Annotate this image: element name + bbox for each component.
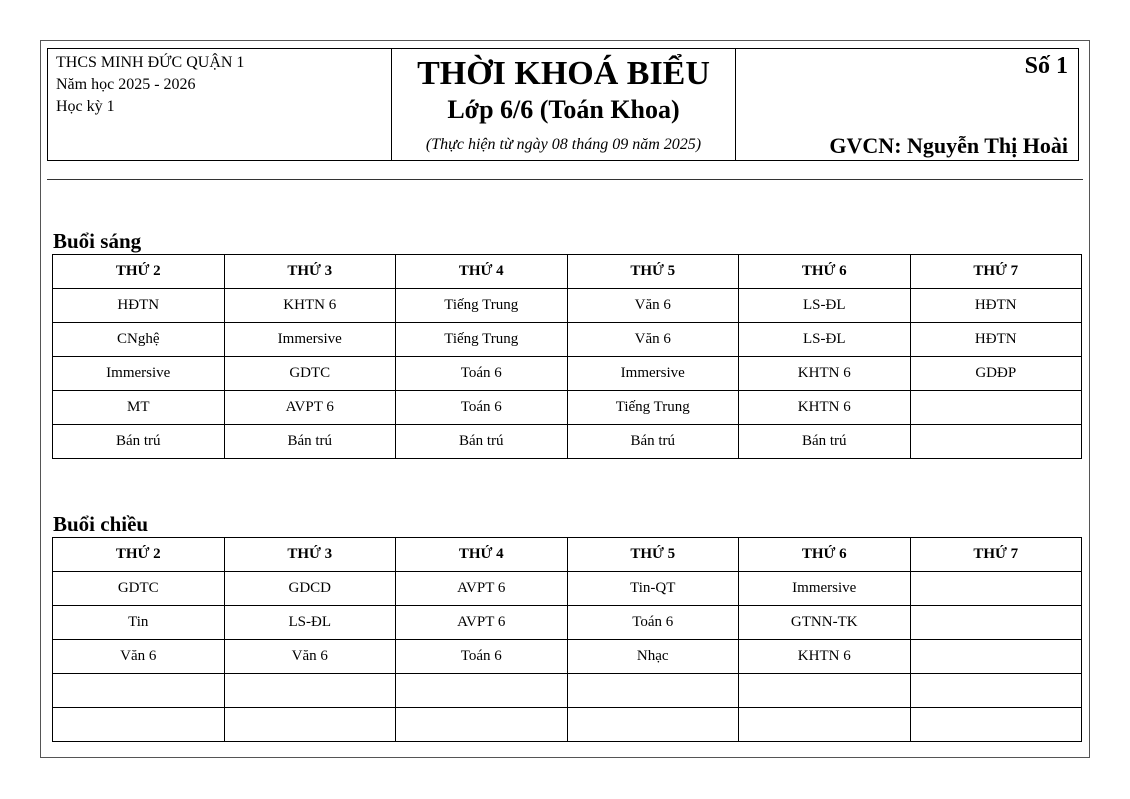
subject-cell: Toán 6: [396, 640, 568, 674]
subject-cell: Bán trú: [53, 425, 225, 459]
day-header: THỨ 6: [739, 255, 911, 289]
day-header: THỨ 5: [567, 255, 739, 289]
table-row: [53, 323, 1082, 357]
subject-cell: GDTC: [224, 357, 396, 391]
morning-timetable: [52, 254, 1082, 459]
subject-cell: KHTN 6: [224, 289, 396, 323]
header-row: [53, 538, 1082, 572]
day-header: THỨ 4: [396, 538, 568, 572]
subject-cell: Tin: [53, 606, 225, 640]
morning-section-title: Buổi sáng: [53, 229, 142, 253]
subject-cell: [224, 708, 396, 742]
header-row: [53, 255, 1082, 289]
subject-cell: [910, 572, 1082, 606]
school-name: THCS MINH ĐỨC QUẬN 1: [56, 54, 245, 71]
subject-cell: Tin-QT: [567, 572, 739, 606]
subject-cell: Văn 6: [53, 640, 225, 674]
subject-cell: Văn 6: [567, 289, 739, 323]
subject-cell: Văn 6: [567, 323, 739, 357]
day-header: THỨ 2: [53, 255, 225, 289]
subject-cell: Bán trú: [739, 425, 911, 459]
subject-cell: LS-ĐL: [224, 606, 396, 640]
subject-cell: [53, 708, 225, 742]
subject-cell: GDCD: [224, 572, 396, 606]
subject-cell: MT: [53, 391, 225, 425]
subject-cell: [910, 606, 1082, 640]
timetable-header: [47, 48, 1079, 161]
subject-cell: Văn 6: [224, 640, 396, 674]
subject-cell: Bán trú: [224, 425, 396, 459]
subject-cell: [53, 674, 225, 708]
subject-cell: LS-ĐL: [739, 289, 911, 323]
homeroom-teacher: GVCN: Nguyễn Thị Hoài: [829, 133, 1068, 158]
subject-cell: Immersive: [739, 572, 911, 606]
afternoon-timetable: [52, 537, 1082, 742]
subject-cell: [739, 708, 911, 742]
subject-cell: Bán trú: [567, 425, 739, 459]
subject-cell: GDĐP: [910, 357, 1082, 391]
semester: Học kỳ 1: [56, 98, 115, 115]
day-header: THỨ 3: [224, 255, 396, 289]
table-row: [53, 289, 1082, 323]
subject-cell: Toán 6: [396, 357, 568, 391]
subject-cell: [910, 708, 1082, 742]
subject-cell: [739, 674, 911, 708]
subject-cell: [910, 674, 1082, 708]
day-header: THỨ 2: [53, 538, 225, 572]
subject-cell: [567, 674, 739, 708]
document-number: Số 1: [1024, 53, 1068, 79]
subject-cell: Immersive: [53, 357, 225, 391]
subject-cell: [224, 674, 396, 708]
subject-cell: AVPT 6: [224, 391, 396, 425]
day-header: THỨ 7: [910, 255, 1082, 289]
subject-cell: Toán 6: [567, 606, 739, 640]
subject-cell: Nhạc: [567, 640, 739, 674]
subject-cell: Toán 6: [396, 391, 568, 425]
subject-cell: [396, 708, 568, 742]
meta-block: [736, 49, 1078, 160]
subject-cell: HĐTN: [910, 323, 1082, 357]
table-row: [53, 606, 1082, 640]
table-row: [53, 572, 1082, 606]
day-header: THỨ 3: [224, 538, 396, 572]
day-header: THỨ 7: [910, 538, 1082, 572]
subject-cell: GTNN-TK: [739, 606, 911, 640]
subject-cell: Tiếng Trung: [396, 323, 568, 357]
subject-cell: Tiếng Trung: [567, 391, 739, 425]
subject-cell: CNghệ: [53, 323, 225, 357]
subject-cell: GDTC: [53, 572, 225, 606]
school-year: Năm học 2025 - 2026: [56, 76, 196, 93]
subject-cell: HĐTN: [53, 289, 225, 323]
subject-cell: Immersive: [224, 323, 396, 357]
day-header: THỨ 6: [739, 538, 911, 572]
subject-cell: KHTN 6: [739, 391, 911, 425]
subject-cell: Bán trú: [396, 425, 568, 459]
subject-cell: [910, 391, 1082, 425]
subject-cell: KHTN 6: [739, 357, 911, 391]
table-row: [53, 708, 1082, 742]
day-header: THỨ 5: [567, 538, 739, 572]
title-block: [392, 49, 736, 160]
subject-cell: AVPT 6: [396, 606, 568, 640]
subject-cell: LS-ĐL: [739, 323, 911, 357]
table-row: [53, 357, 1082, 391]
subject-cell: [910, 640, 1082, 674]
table-row: [53, 425, 1082, 459]
divider: [47, 179, 1083, 180]
day-header: THỨ 4: [396, 255, 568, 289]
subject-cell: [396, 674, 568, 708]
class-name: Lớp 6/6 (Toán Khoa): [447, 95, 680, 124]
table-row: [53, 391, 1082, 425]
afternoon-section-title: Buổi chiều: [53, 512, 149, 536]
subject-cell: AVPT 6: [396, 572, 568, 606]
subject-cell: Immersive: [567, 357, 739, 391]
page-title: THỜI KHOÁ BIỂU: [417, 55, 710, 92]
subject-cell: [910, 425, 1082, 459]
table-row: [53, 674, 1082, 708]
subject-cell: [567, 708, 739, 742]
subject-cell: KHTN 6: [739, 640, 911, 674]
effective-date: (Thực hiện từ ngày 08 tháng 09 năm 2025): [425, 136, 702, 153]
subject-cell: Tiếng Trung: [396, 289, 568, 323]
table-row: [53, 640, 1082, 674]
school-info: [48, 49, 392, 160]
subject-cell: HĐTN: [910, 289, 1082, 323]
